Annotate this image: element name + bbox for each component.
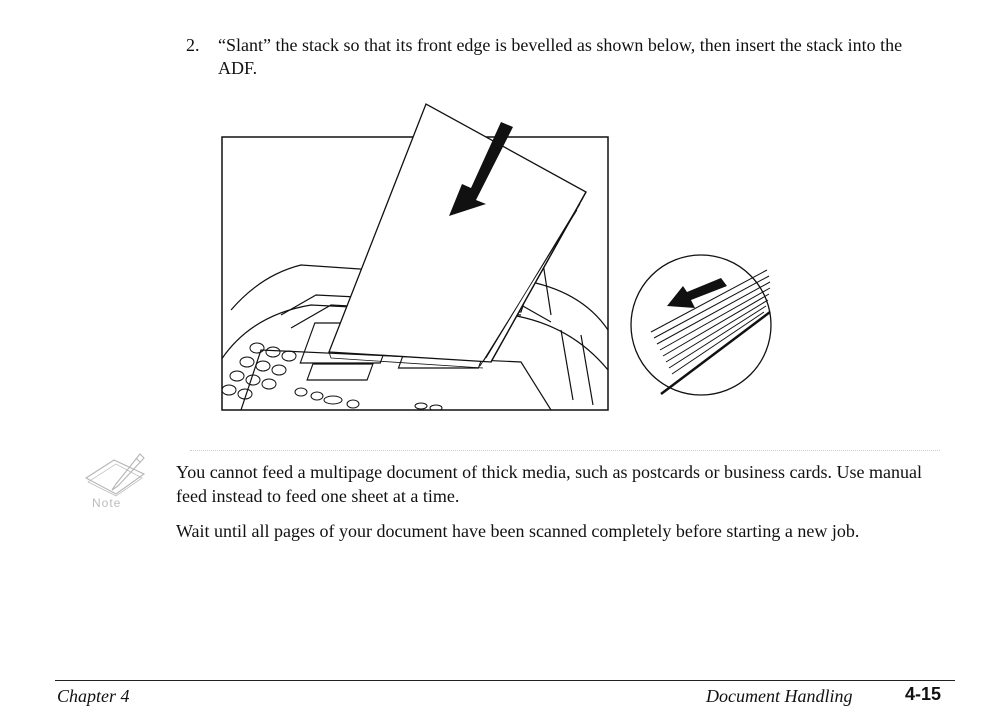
step-instruction: “Slant” the stack so that its front edge is bevelled as shown below, then insert the stack into the ADF. bbox=[218, 35, 903, 78]
footer-rule bbox=[55, 680, 955, 681]
step-number: 2. bbox=[186, 35, 200, 55]
page-number: 4-15 bbox=[905, 684, 942, 704]
note-paragraph: You cannot feed a multipage document of thick media, such as postcards or business cards. Use manual feed instead to feed one sheet at a time. bbox=[176, 462, 922, 506]
paper-stack bbox=[329, 104, 586, 368]
bevel-detail-inset bbox=[631, 255, 771, 395]
note-paragraph: Wait until all pages of your document have been scanned completely before starting a new job. bbox=[176, 521, 860, 541]
note-content bbox=[176, 460, 956, 554]
footer-chapter: Chapter 4 bbox=[57, 686, 130, 706]
footer-section-title: Document Handling bbox=[706, 686, 853, 706]
note-label: Note bbox=[92, 496, 122, 510]
section-divider bbox=[190, 450, 940, 451]
adf-illustration bbox=[221, 100, 783, 415]
